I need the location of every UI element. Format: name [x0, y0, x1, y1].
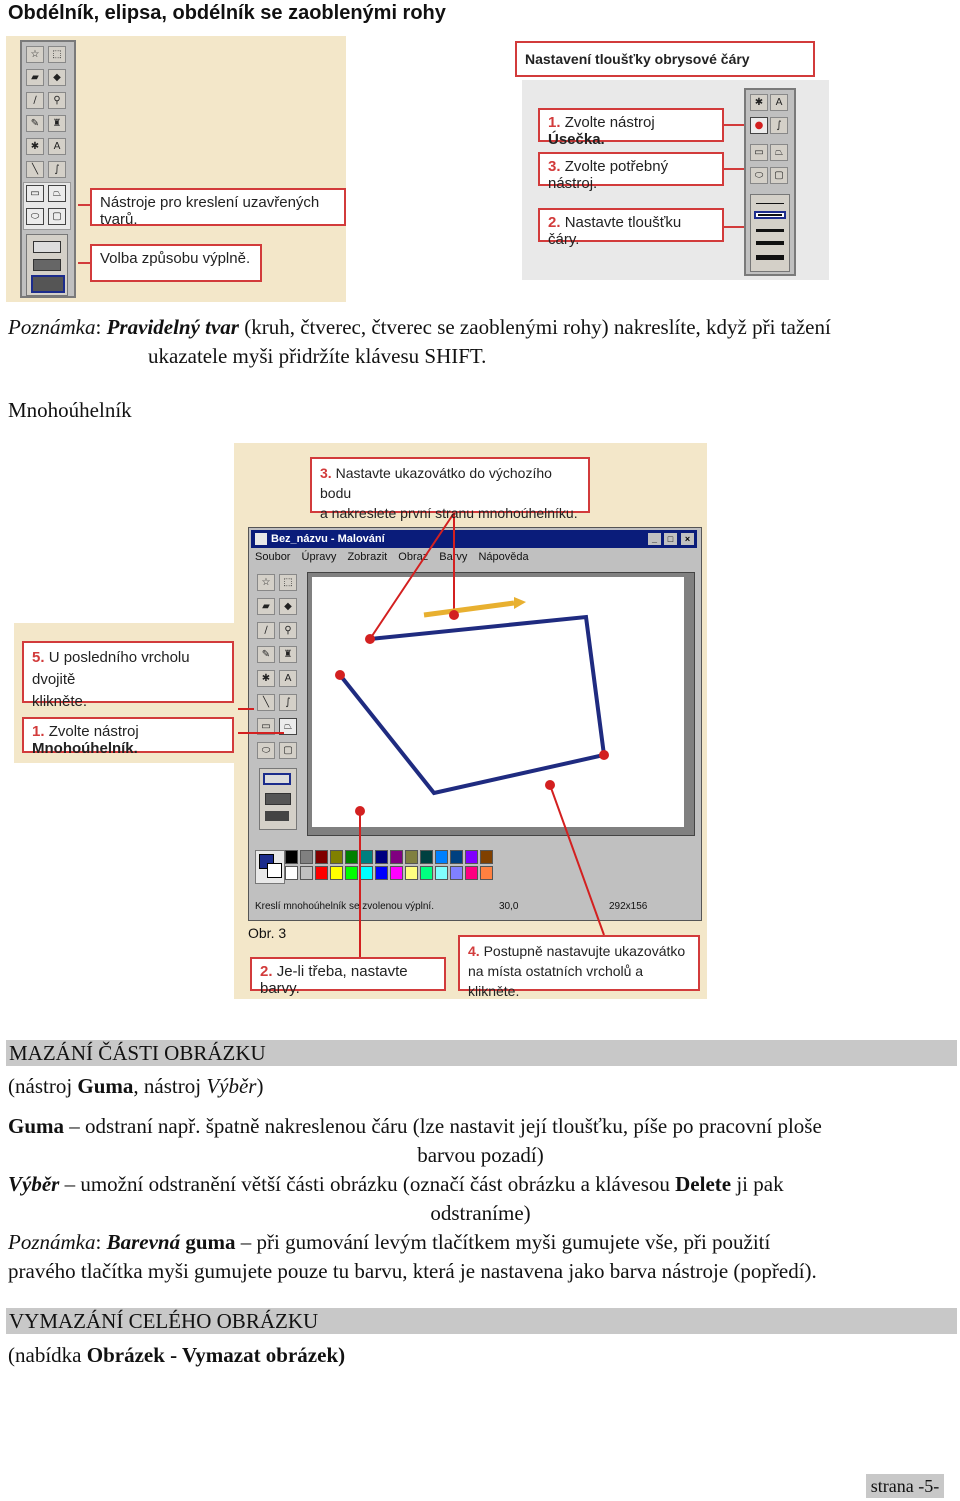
fill-solid-icon[interactable] — [31, 275, 65, 293]
rectangle-tool-icon[interactable]: ▭ — [750, 144, 768, 161]
line-tool-icon[interactable]: ╲ — [257, 694, 275, 711]
rectangle-tool-icon[interactable]: ▭ — [26, 185, 44, 202]
ellipse-tool-icon[interactable]: ⬭ — [26, 208, 44, 225]
step-3-callout: 3. Nastavte ukazovátko do výchozího bodu a nakreslete první stranu mnohoúhelníku. — [310, 457, 590, 513]
free-select-icon[interactable]: ☆ — [257, 574, 275, 591]
rounded-rect-tool-icon[interactable]: ▢ — [279, 742, 297, 759]
note-regular-shape: Poznámka: Pravidelný tvar (kruh, čtverec, čtverec se zaoblenými rohy) nakreslíte, když při tažení ukazatele myši přidržíte klávesu SHIFT. — [8, 315, 831, 368]
rounded-rect-tool-icon[interactable]: ▢ — [770, 167, 788, 184]
polygon-tool-icon[interactable]: ⏢ — [770, 144, 788, 161]
fill-outline-solid-icon[interactable] — [33, 259, 61, 271]
pencil-icon[interactable]: ✎ — [26, 115, 44, 132]
step-5-callout: 5. U posledního vrcholu dvojitě klikněte. — [22, 641, 234, 703]
curve-tool-icon[interactable]: ∫ — [279, 694, 297, 711]
text-tool-icon[interactable]: A — [279, 670, 297, 687]
menu-soubor[interactable]: Soubor — [255, 551, 291, 563]
page-number: strana -5- — [866, 1474, 944, 1498]
callout-shape-tools: Nástroje pro kreslení uzavřených tvarů. — [90, 188, 346, 226]
section-erase-heading: MAZÁNÍ ČÁSTI OBRÁZKU — [6, 1040, 957, 1066]
rect-select-icon[interactable]: ⬚ — [279, 574, 297, 591]
magnifier-icon[interactable]: ⚲ — [48, 92, 66, 109]
close-button[interactable]: × — [681, 533, 694, 545]
step-1-callout: 1. Zvolte nástroj Úsečka. — [538, 108, 724, 142]
fill-outline-icon[interactable] — [33, 241, 61, 253]
line-width-box — [750, 194, 790, 272]
brush-icon[interactable]: ♜ — [279, 646, 297, 663]
guma-description: Guma – odstraní např. špatně nakreslenou čáru (lze nastavit její tloušťku, píše po pracovní ploše barvou pozadí) — [8, 1114, 822, 1167]
eraser-icon[interactable]: ▰ — [257, 598, 275, 615]
line-width-3[interactable] — [756, 229, 784, 232]
airbrush-icon[interactable]: ✱ — [26, 138, 44, 155]
fill-style-box — [26, 234, 68, 296]
minimize-button[interactable]: _ — [648, 533, 661, 545]
line-toolbox — [744, 88, 796, 276]
rounded-rect-tool-icon[interactable]: ▢ — [48, 208, 66, 225]
step-2-callout: 2. Je-li třeba, nastavte barvy. — [250, 957, 446, 991]
line-tool-icon[interactable]: ╲ — [26, 161, 44, 178]
ellipse-tool-icon[interactable]: ⬭ — [257, 742, 275, 759]
menu-napoveda[interactable]: Nápověda — [478, 551, 529, 563]
text-tool-icon[interactable]: A — [770, 94, 788, 111]
rect-select-icon[interactable]: ⬚ — [48, 46, 66, 63]
callout-fill-style: Volba způsobu výplně. — [90, 244, 262, 282]
fill-bucket-icon[interactable]: ◆ — [279, 598, 297, 615]
fill-bucket-icon[interactable]: ◆ — [48, 69, 66, 86]
note-color-eraser: Poznámka: Barevná guma – při gumování levým tlačítkem myši gumujete vše, při použití pravého tlačítka myši gumujete pouze tu barvu, která je nastavena jako barva nástroje (popředí). — [8, 1230, 817, 1283]
step-3-callout: 3. Zvolte potřebný nástroj. — [538, 152, 724, 186]
menu-zobrazit[interactable]: Zobrazit — [347, 551, 388, 563]
text-tool-icon[interactable]: A — [48, 138, 66, 155]
magnifier-icon[interactable]: ⚲ — [279, 622, 297, 639]
page-title: Obdélník, elipsa, obdélník se zaoblenými rohy — [8, 2, 446, 24]
paint-toolbox — [20, 40, 76, 298]
menu-upravy[interactable]: Úpravy — [301, 551, 337, 563]
airbrush-icon[interactable]: ✱ — [750, 94, 768, 111]
figure-header: Nastavení tloušťky obrysové čáry — [515, 41, 815, 77]
section-erase-subtitle: (nástroj Guma, nástroj Výběr) — [8, 1074, 264, 1098]
airbrush-icon[interactable]: ✱ — [257, 670, 275, 687]
section-clear-subtitle: (nabídka Obrázek - Vymazat obrázek) — [8, 1343, 346, 1367]
window-titlebar: Bez_názvu - Malování _ □ × — [251, 530, 697, 548]
rectangle-tool-icon[interactable]: ▭ — [257, 718, 275, 735]
pencil-icon[interactable]: ✎ — [257, 646, 275, 663]
ellipse-tool-icon[interactable]: ⬭ — [750, 167, 768, 184]
menu-obraz[interactable]: Obraz — [398, 551, 429, 563]
polygon-tool-icon[interactable]: ⏢ — [48, 185, 66, 202]
step-4-callout: 4. Postupně nastavujte ukazovátko na místa ostatních vrcholů a klikněte. — [458, 935, 700, 991]
line-width-2[interactable] — [754, 211, 786, 219]
figure-label: Obr. 3 — [248, 925, 287, 941]
free-select-icon[interactable]: ☆ — [26, 46, 44, 63]
curve-tool-icon[interactable]: ∫ — [770, 117, 788, 134]
figure-tool-palette — [6, 36, 346, 302]
figure-line-thickness — [513, 40, 831, 282]
maximize-button[interactable]: □ — [664, 533, 677, 545]
line-width-1[interactable] — [756, 203, 784, 204]
menu-barvy[interactable]: Barvy — [439, 551, 468, 563]
step-1-callout: 1. Zvolte nástroj Mnohoúhelník. — [22, 717, 234, 753]
vyber-description: Výběr – umožní odstranění větší části obrázku (označí část obrázku a klávesou Delete ji pak odstraníme) — [8, 1172, 784, 1225]
color-picker-icon[interactable]: ∕ — [26, 92, 44, 109]
curve-tool-icon[interactable]: ∫ — [48, 161, 66, 178]
step-2-callout: 2. Nastavte tloušťku čáry. — [538, 208, 724, 242]
color-picker-icon[interactable]: ∕ — [257, 622, 275, 639]
line-width-5[interactable] — [756, 255, 784, 260]
figure-polygon — [14, 443, 708, 999]
line-tool-icon[interactable]: ● — [750, 117, 768, 134]
brush-icon[interactable]: ♜ — [48, 115, 66, 132]
section-polygon-heading: Mnohoúhelník — [8, 398, 132, 422]
section-clear-heading: VYMAZÁNÍ CELÉHO OBRÁZKU — [6, 1308, 957, 1334]
eraser-icon[interactable]: ▰ — [26, 69, 44, 86]
polygon-shape — [340, 617, 604, 793]
status-bar: Kreslí mnohoúhelník se zvolenou výplní. 30,0 292x156 — [255, 901, 648, 912]
line-width-4[interactable] — [756, 241, 784, 245]
polygon-tool-icon[interactable]: ⏢ — [279, 718, 297, 735]
